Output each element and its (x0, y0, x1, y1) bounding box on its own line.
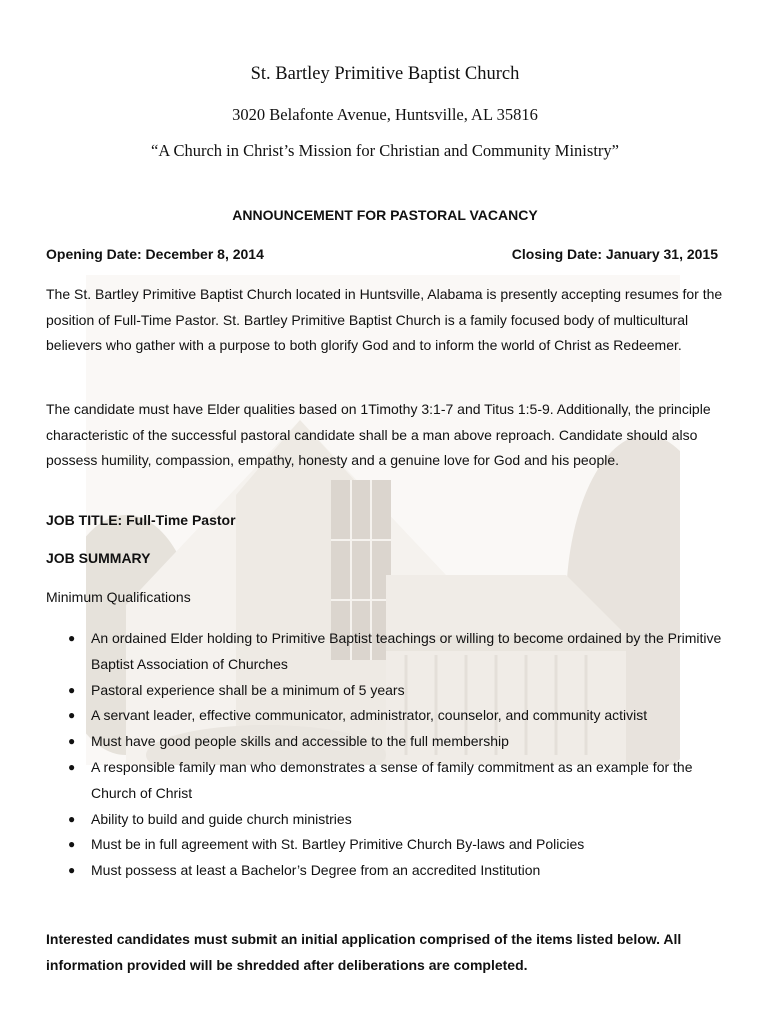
bullet-icon: ● (68, 631, 76, 645)
bullet-icon: ● (68, 811, 76, 826)
closing-date: Closing Date: January 31, 2015 (511, 246, 718, 262)
bullet-icon: ● (68, 682, 76, 697)
qualifications-list (46, 626, 726, 884)
minimum-qualifications-label: Minimum Qualifications (46, 589, 191, 605)
list-item: ● An ordained Elder holding to Primitive Baptist teachings or willing to become ordained by the Primitive Baptist Association of Churches (46, 626, 726, 678)
dates-row (46, 246, 718, 262)
bullet-icon: ● (68, 863, 76, 878)
bullet-icon: ● (68, 734, 76, 749)
announcement-title: ANNOUNCEMENT FOR PASTORAL VACANCY (232, 207, 538, 223)
job-summary-heading: JOB SUMMARY (46, 550, 151, 566)
list-item: ● Must possess at least a Bachelor’s Degree from an accredited Institution (46, 858, 726, 884)
job-title: JOB TITLE: Full-Time Pastor (46, 512, 236, 528)
intro-paragraph: The St. Bartley Primitive Baptist Church located in Huntsville, Alabama is presently accepting resumes for the position of Full-Time Pastor. St. Bartley Primitive Baptist Church is a family focused body of multicultural believers who gather with a purpose to both glorify God and to inform the world of Christ as Redeemer. (46, 286, 723, 354)
church-name: St. Bartley Primitive Baptist Church (250, 64, 520, 84)
list-item: ● Must be in full agreement with St. Bartley Primitive Church By-laws and Policies (46, 832, 726, 858)
list-item: ● Must have good people skills and accessible to the full membership (46, 729, 726, 755)
opening-date: Opening Date: December 8, 2014 (46, 246, 264, 262)
list-item: ● A servant leader, effective communicator, administrator, counselor, and community activist (46, 703, 726, 729)
list-item: ● Ability to build and guide church ministries (46, 807, 726, 833)
church-motto: “A Church in Christ’s Mission for Christian and Community Ministry” (151, 141, 619, 160)
closing-instructions: Interested candidates must submit an initial application comprised of the items listed below. All information provided will be shredded after deliberations are completed. (46, 931, 682, 973)
list-item: ● A responsible family man who demonstrates a sense of family commitment as an example for the Church of Christ (46, 755, 726, 807)
church-address: 3020 Belafonte Avenue, Huntsville, AL 35816 (232, 105, 538, 124)
list-item: ● Pastoral experience shall be a minimum of 5 years (46, 678, 726, 704)
bullet-icon: ● (68, 708, 76, 723)
bullet-icon: ● (68, 759, 76, 774)
candidate-paragraph: The candidate must have Elder qualities based on 1Timothy 3:1-7 and Titus 1:5-9. Additionally, the principle characteristic of the successful pastoral candidate shall be a man above reproach. Candidate should also possess humility, compassion, empathy, honesty and a genuine love for God and his people. (46, 401, 711, 469)
bullet-icon: ● (68, 837, 76, 852)
